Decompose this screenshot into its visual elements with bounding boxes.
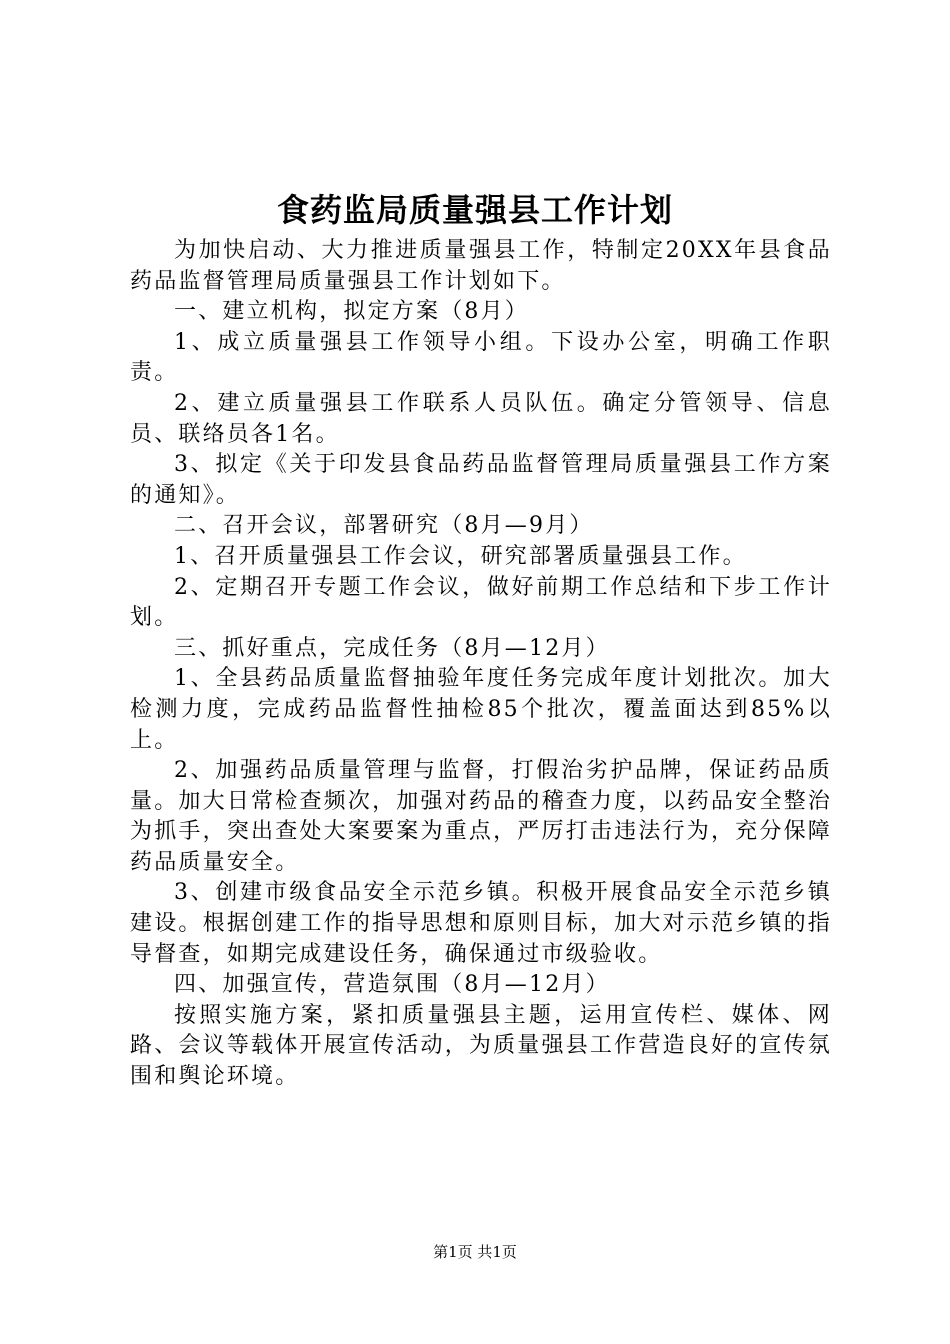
document-body <box>130 236 832 1093</box>
paragraph-3-3: 3、创建市级食品安全示范乡镇。积极开展食品安全示范乡镇建设。根据创建工作的指导思想和原则目标，加大对示范乡镇的指导督查，如期完成建设任务，确保通过市级验收。 <box>130 880 832 967</box>
page-footer <box>0 1241 950 1263</box>
paragraph-2-1: 1、召开质量强县工作会议，研究部署质量强县工作。 <box>174 543 747 569</box>
paragraph-1-2: 2、建立质量强县工作联系人员队伍。确定分管领导、信息员、联络员各1名。 <box>130 390 832 447</box>
paragraph-4-1: 按照实施方案，紧扣质量强县主题，运用宣传栏、媒体、网路、会议等载体开展宣传活动，为质量强县工作营造良好的宣传氛围和舆论环境。 <box>130 1002 832 1090</box>
paragraph-1-3: 3、拟定《关于印发县食品药品监督管理局质量强县工作方案的通知》。 <box>130 452 832 508</box>
paragraph-2-2: 2、定期召开专题工作会议，做好前期工作总结和下步工作计划。 <box>130 574 832 631</box>
paragraph-3-1: 1、全县药品质量监督抽验年度任务完成年度计划批次。加大检测力度，完成药品监督性抽检85个批次，覆盖面达到85%以上。 <box>130 666 832 753</box>
paragraph-1-1: 1、成立质量强县工作领导小组。下设办公室，明确工作职责。 <box>130 329 832 386</box>
paragraph-3-2: 2、加强药品质量管理与监督，打假治劣护品牌，保证药品质量。加大日常检查频次，加强对药品的稽查力度，以药品安全整治为抓手，突出查处大案要案为重点，严厉打击违法行为，充分保障药品质量安全。 <box>130 758 832 875</box>
page-number: 第1页 <box>433 1243 473 1261</box>
page-total: 共1页 <box>477 1243 517 1261</box>
paragraph-intro: 为加快启动、大力推进质量强县工作，特制定20XX年县食品药品监督管理局质量强县工作计划如下。 <box>130 238 832 294</box>
section-heading-2: 二、召开会议，部署研究（8月—9月） <box>174 513 594 539</box>
page-title: 食药监局质量强县工作计划 <box>276 191 673 229</box>
section-heading-1: 一、建立机构，拟定方案（8月） <box>174 299 529 325</box>
section-heading-3: 三、抓好重点，完成任务（8月—12月） <box>174 635 610 661</box>
section-heading-4: 四、加强宣传，营造氛围（8月—12月） <box>174 972 610 998</box>
